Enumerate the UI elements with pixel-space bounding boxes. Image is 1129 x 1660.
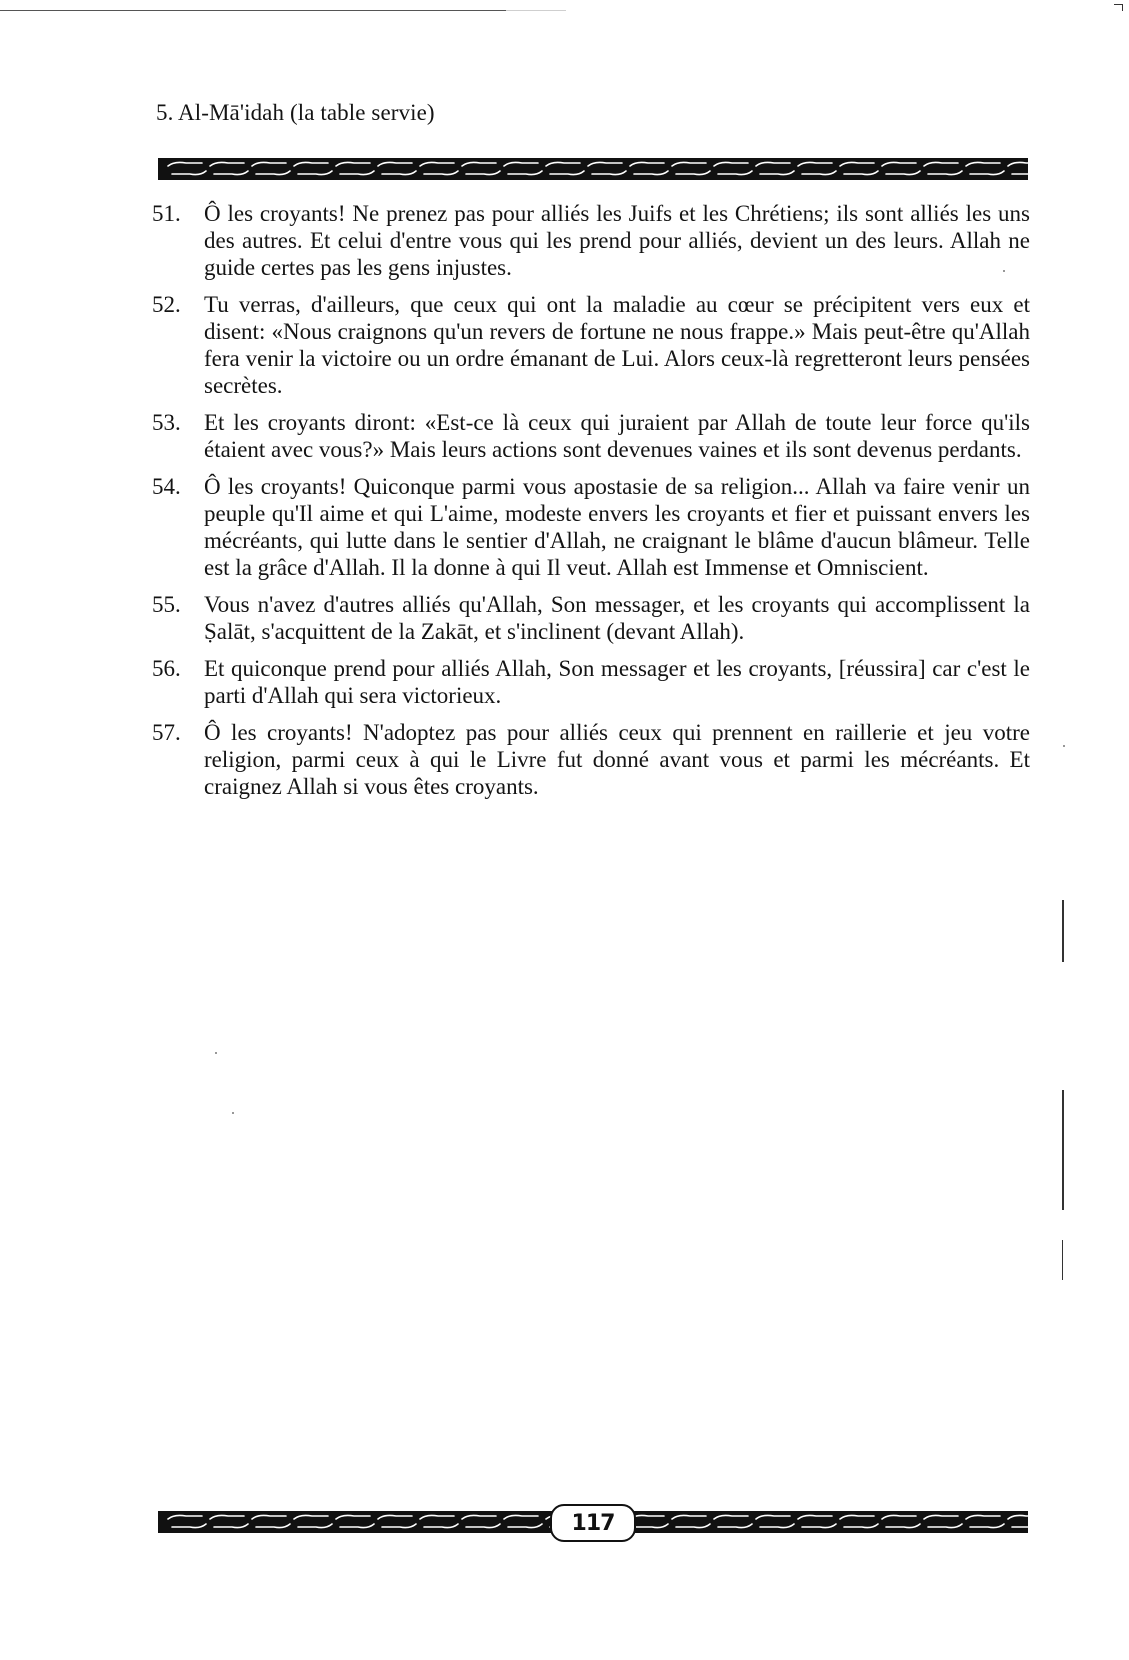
verse-55 (152, 591, 1030, 645)
scan-speck (1003, 270, 1005, 272)
chain-link (630, 162, 668, 174)
chain-link (756, 162, 794, 174)
chain-link (882, 1515, 920, 1527)
scan-speck (215, 1052, 217, 1054)
chain-link (462, 1515, 500, 1527)
verse-number: 57. (152, 720, 181, 745)
scan-margin-mark (1062, 900, 1064, 962)
verse-text: Ô les croyants! Quiconque parmi vous apostasie de sa religion... Allah va faire venir un peuple qu'Il aime et qui L'aime, modeste envers les croyants et fier et puissant envers les mécréants, qui lutte dans le sentier d'Allah, ne craignant le blâme d'aucun blâmeur. Telle est la grâce d'Allah. Il la donne à qui Il veut. Allah est Immense et Omniscient. (204, 474, 1030, 580)
scan-speck (1063, 745, 1065, 747)
chain-link (336, 162, 374, 174)
chain-link (420, 162, 458, 174)
chain-link (840, 162, 878, 174)
verse-text: Et les croyants diront: «Est-ce là ceux qui juraient par Allah de toute leur force qu'ils étaient avec vous?» Mais leurs actions sont devenues vaines et ils sont devenus perdants. (204, 410, 1030, 462)
chain-link (966, 162, 1004, 174)
chain-link (294, 1515, 332, 1527)
verse-53 (152, 409, 1030, 463)
verse-57 (152, 719, 1030, 800)
verse-text: Ô les croyants! Ne prenez pas pour alliés les Juifs et les Chrétiens; ils sont alliés les uns des autres. Et celui d'entre vous qui les prend pour alliés, devient un des leurs. Allah ne guide certes pas les gens injustes. (204, 201, 1030, 280)
top-rule-faint (506, 10, 566, 11)
chain-link (210, 1515, 248, 1527)
chain-link (252, 1515, 290, 1527)
verse-56 (152, 655, 1030, 709)
chain-link (756, 1515, 794, 1527)
chain-link (1008, 1515, 1028, 1527)
chain-link (924, 162, 962, 174)
scan-margin-mark (1062, 1090, 1064, 1210)
chain-link (168, 1515, 206, 1527)
top-rule (0, 10, 506, 11)
chain-link (672, 162, 710, 174)
chain-link (210, 162, 248, 174)
verse-number: 53. (152, 410, 181, 435)
verse-text: Vous n'avez d'autres alliés qu'Allah, Son messager, et les croyants qui accomplissent la Ṣalāt, s'acquittent de la Zakāt, et s'inclinent (devant Allah). (204, 592, 1030, 644)
verse-number: 52. (152, 292, 181, 317)
chain-link (882, 162, 920, 174)
chain-link (588, 162, 626, 174)
chain-link (504, 162, 542, 174)
verse-text: Et quiconque prend pour alliés Allah, Son messager et les croyants, [réussira] car c'est le parti d'Allah qui sera victorieux. (204, 656, 1030, 708)
chain-link (420, 1515, 458, 1527)
scan-margin-mark (1062, 1240, 1063, 1280)
verse-text: Tu verras, d'ailleurs, que ceux qui ont la maladie au cœur se précipitent vers eux et disent: «Nous craignons qu'un revers de fortune ne nous frappe.» Mais peut-être qu'Allah fera venir la victoire ou un ordre émanant de Lui. Alors ceux-là regretteront leurs pensées secrètes. (204, 292, 1030, 398)
chain-link (252, 162, 290, 174)
chain-link (924, 1515, 962, 1527)
chain-link (966, 1515, 1004, 1527)
chain-link (336, 1515, 374, 1527)
verse-list (152, 200, 1030, 810)
chain-link (714, 1515, 752, 1527)
chain-link (294, 162, 332, 174)
scan-speck (232, 1112, 234, 1114)
chain-link (378, 162, 416, 174)
chain-link (168, 162, 206, 174)
chain-link (798, 1515, 836, 1527)
running-title: 5. Al-Mā'idah (la table servie) (156, 100, 435, 125)
ornamental-border-top (158, 158, 1028, 180)
crop-mark (1114, 4, 1123, 11)
chain-link (798, 162, 836, 174)
verse-51 (152, 200, 1030, 281)
verse-number: 54. (152, 474, 181, 499)
chain-link (1008, 162, 1028, 174)
verse-number: 55. (152, 592, 181, 617)
verse-text: Ô les croyants! N'adoptez pas pour alliés ceux qui prennent en raillerie et jeu votre religion, parmi ceux à qui le Livre fut donné avant vous et parmi les mécréants. Et craignez Allah si vous êtes croyants. (204, 720, 1030, 799)
verse-number: 51. (152, 201, 181, 226)
chain-link (840, 1515, 878, 1527)
chain-link (504, 1515, 542, 1527)
chain-link (546, 162, 584, 174)
chain-link (672, 1515, 710, 1527)
verse-54 (152, 473, 1030, 581)
chain-ornament-top (158, 158, 1028, 180)
chain-link (378, 1515, 416, 1527)
verse-number: 56. (152, 656, 181, 681)
chain-link (714, 162, 752, 174)
page-number: 117 (550, 1504, 636, 1542)
verse-52 (152, 291, 1030, 399)
chain-link (462, 162, 500, 174)
